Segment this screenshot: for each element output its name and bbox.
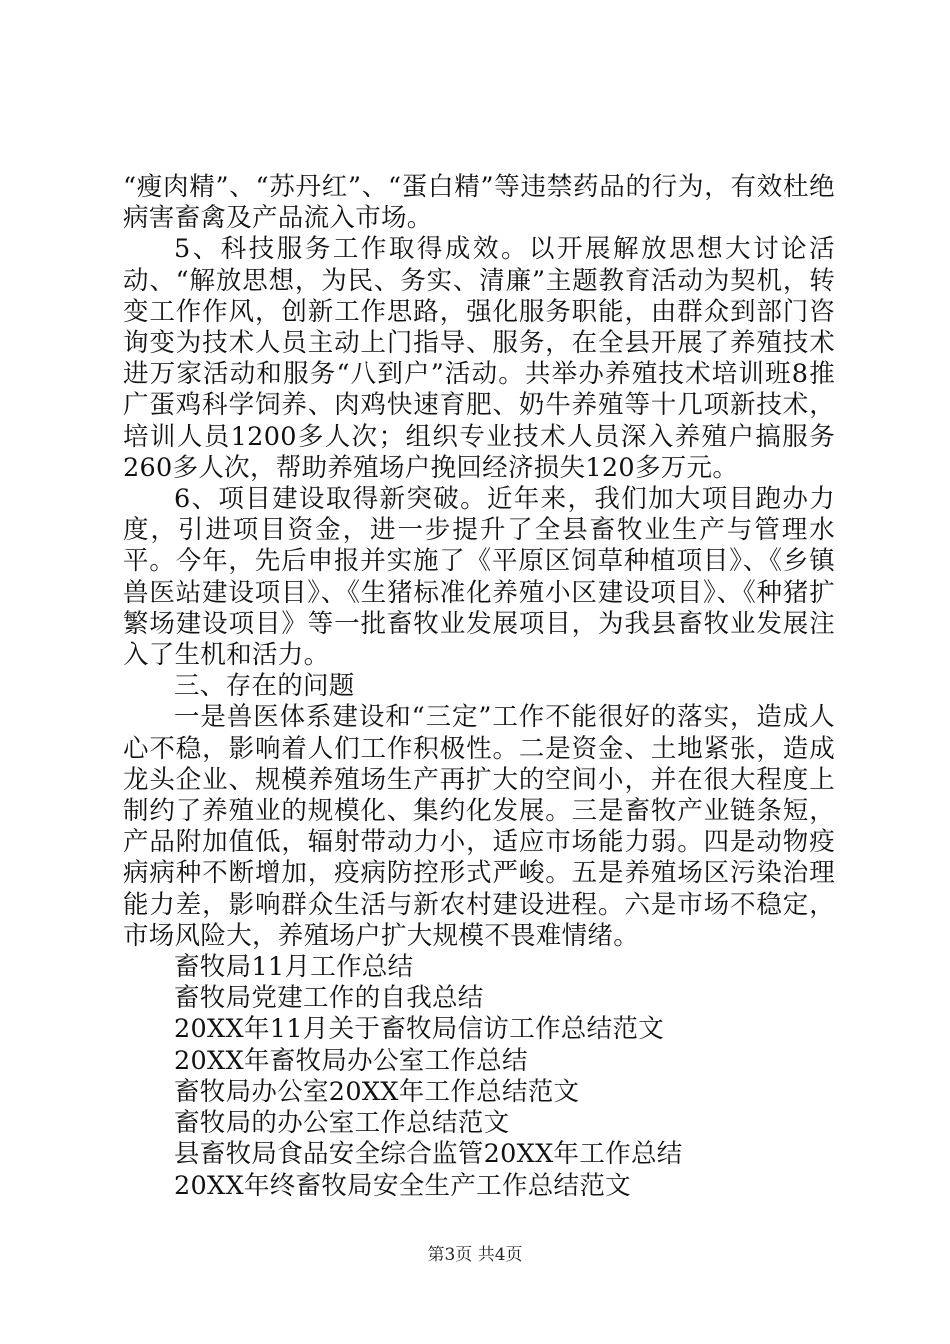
related-link[interactable]: 畜牧局11月工作总结 (174, 952, 414, 983)
related-link[interactable]: 县畜牧局食品安全综合监管20XX年工作总结 (174, 1139, 683, 1170)
section-heading-problems: 三、存在的问题 (174, 671, 355, 702)
related-link[interactable]: 20XX年11月关于畜牧局信访工作总结范文 (174, 1014, 665, 1045)
related-link[interactable]: 畜牧局的办公室工作总结范文 (174, 1108, 510, 1139)
page-footer: 第3页 共4页 (427, 1245, 523, 1265)
related-links-list (123, 952, 835, 1202)
paragraph-problems: 一是兽医体系建设和“三定”工作不能很好的落实，造成人心不稳，影响着人们工作积极性。二是资金、土地紧张，造成龙头企业、规模养殖场生产再扩大的空间小，并在很大程度上制约了养殖业的规模化、集约化发展。三是畜牧产业链条短，产品附加值低，辐射带动力小，适应市场能力弱。四是动物疫病病种不断增加，疫病防控形式严峻。五是养殖场区污染治理能力差，影响群众生活与新农村建设进程。六是市场不稳定，市场风险大，养殖场户扩大规模不畏难情绪。 (123, 702, 835, 951)
related-link[interactable]: 20XX年畜牧局办公室工作总结 (174, 1045, 528, 1076)
document-body (123, 172, 835, 1202)
paragraph-project-construction: 6、项目建设取得新突破。近年来，我们加大项目跑办力度，引进项目资金，进一步提升了全县畜牧业生产与管理水平。今年，先后申报并实施了《平原区饲草种植项目》、《乡镇兽医站建设项目》、《生猪标准化养殖小区建设项目》、《种猪扩繁场建设项目》等一批畜牧业发展项目，为我县畜牧业发展注入了生机和活力。 (123, 484, 835, 671)
related-link[interactable]: 畜牧局办公室20XX年工作总结范文 (174, 1076, 580, 1107)
related-link[interactable]: 20XX年终畜牧局安全生产工作总结范文 (174, 1170, 631, 1201)
related-link[interactable]: 畜牧局党建工作的自我总结 (174, 983, 484, 1014)
paragraph-tech-service: 5、科技服务工作取得成效。以开展解放思想大讨论活动、“解放思想，为民、务实、清廉”主题教育活动为契机，转变工作作风，创新工作思路，强化服务职能，由群众到部门咨询变为技术人员主动上门指导、服务，在全县开展了养殖技术进万家活动和服务“八到户”活动。共举办养殖技术培训班8推广蛋鸡科学饲养、肉鸡快速育肥、奶牛养殖等十几项新技术，培训人员1200多人次；组织专业技术人员深入养殖户搞服务260多人次，帮助养殖场户挽回经济损失120多万元。 (123, 234, 835, 483)
paragraph-continuation: “瘦肉精”、“苏丹红”、“蛋白精”等违禁药品的行为，有效杜绝病害畜禽及产品流入市场。 (123, 172, 835, 234)
